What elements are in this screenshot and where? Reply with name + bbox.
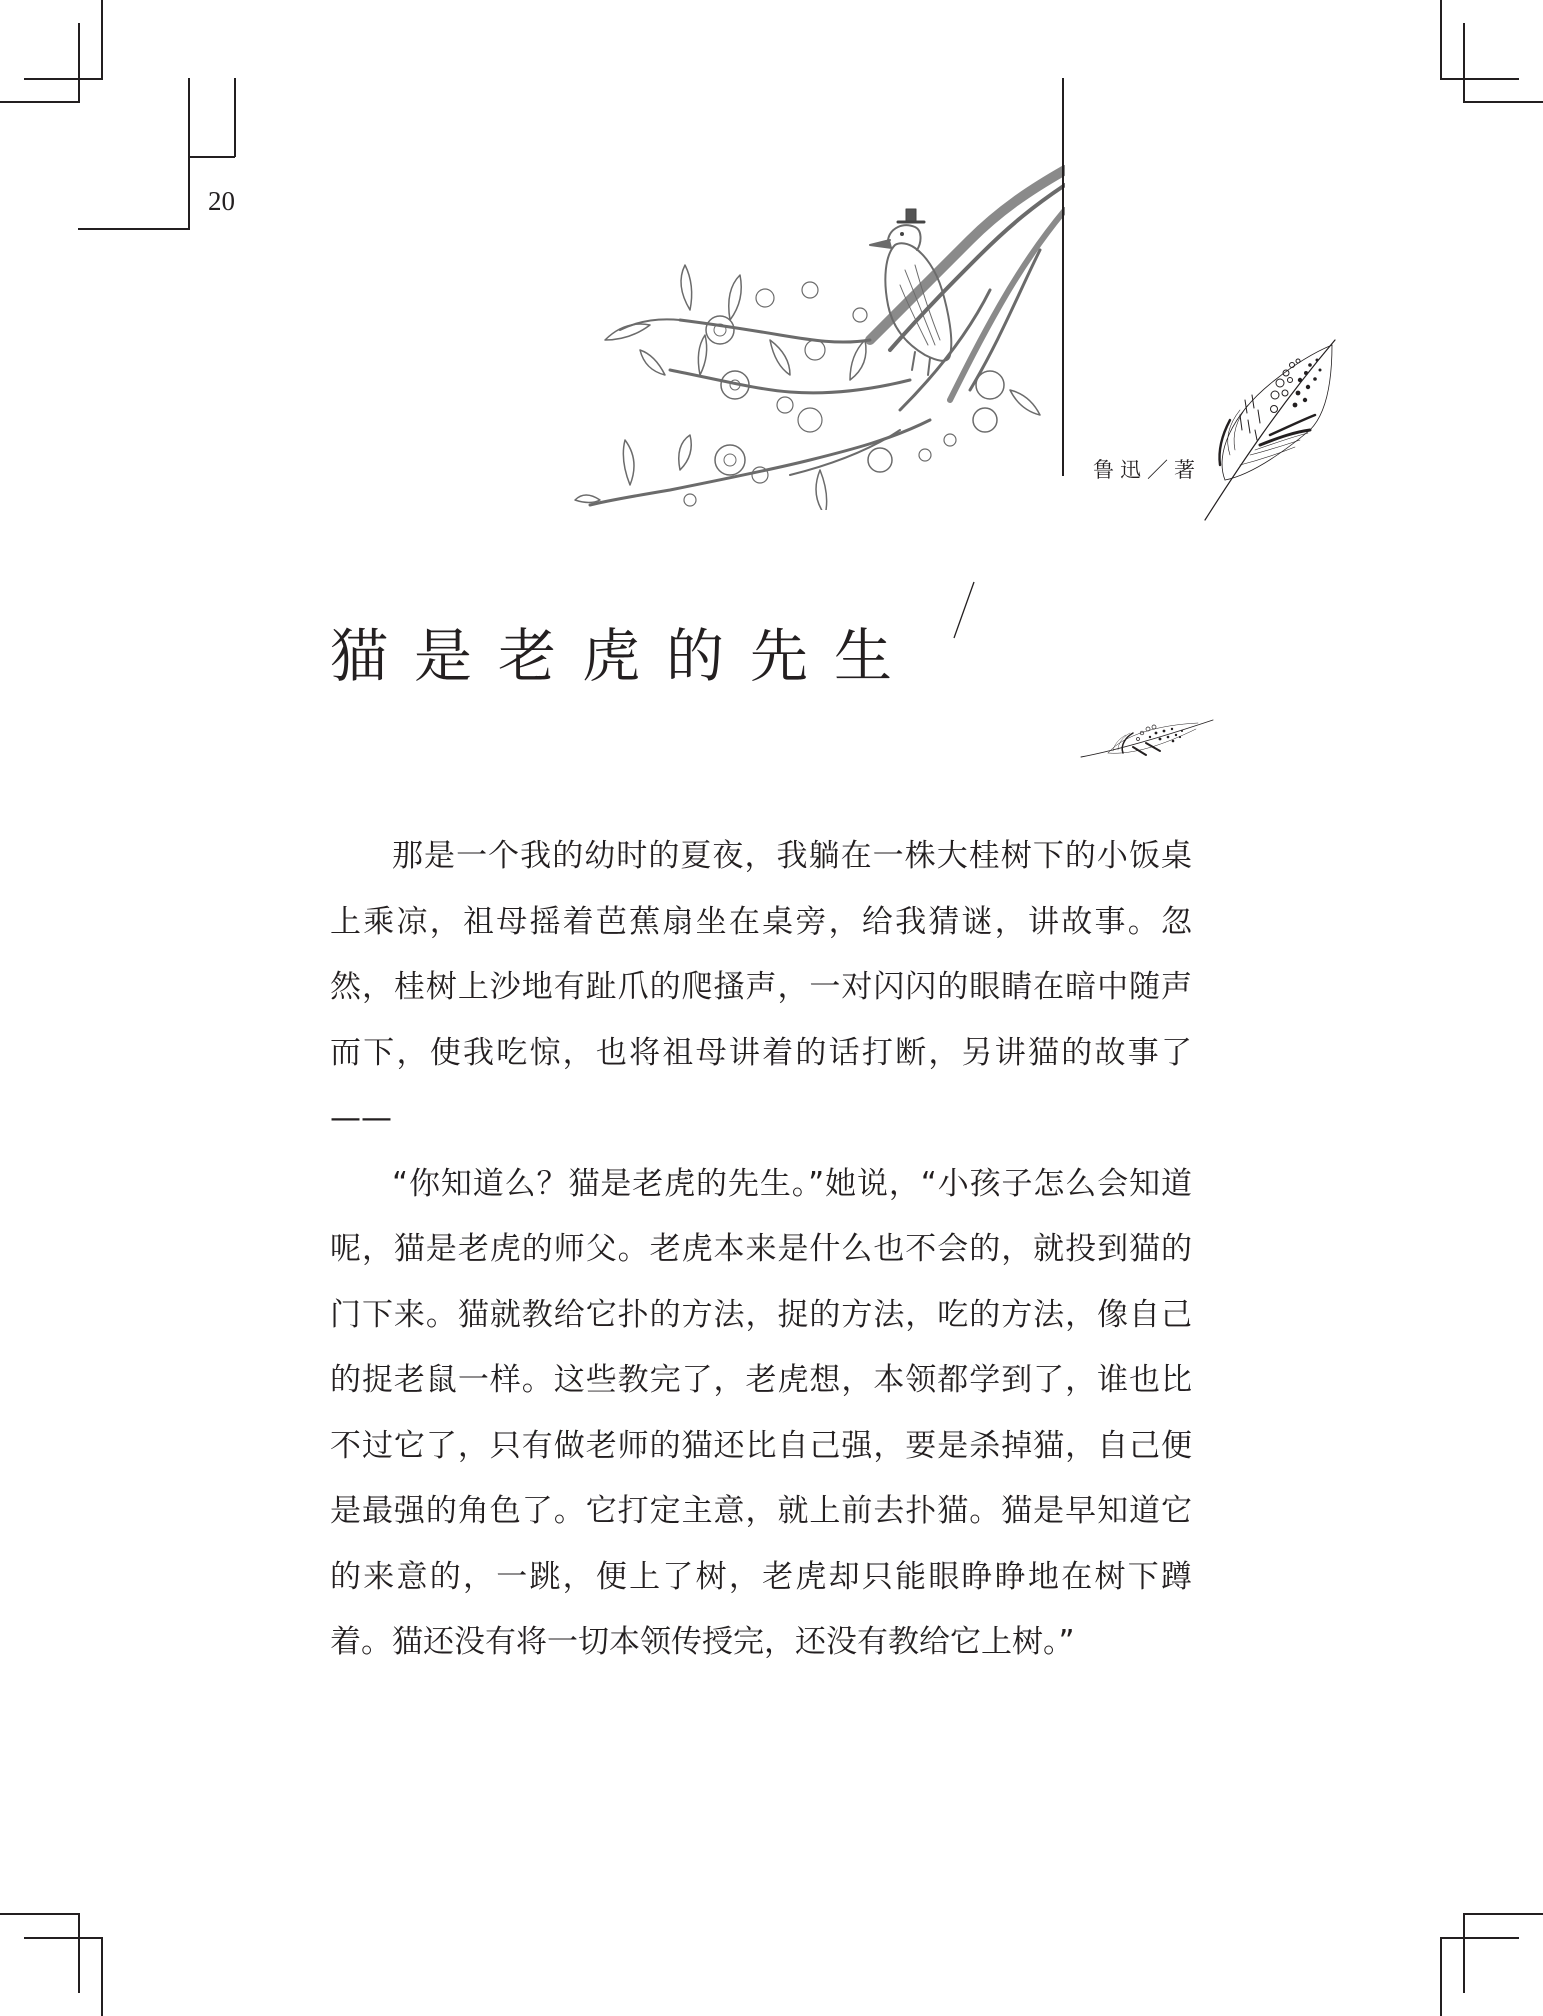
vertical-rule bbox=[1062, 78, 1064, 476]
page-title: 猫是老虎的先生 bbox=[330, 621, 919, 690]
bird-on-branch-illustration bbox=[570, 130, 1065, 510]
paragraph: 那是一个我的幼时的夏夜，我躺在一株大桂树下的小饭桌上乘凉，祖母摇着芭蕉扇坐在桌旁，给我猜谜，讲故事。忽然，桂树上沙地有趾爪的爬搔声，一对闪闪的眼睛在暗中随声而下，使我吃惊，也将祖母讲着的话打断，另讲猫的故事了—— bbox=[330, 838, 1192, 1136]
feather-icon bbox=[1078, 715, 1216, 765]
title-slash-icon bbox=[950, 580, 980, 640]
page-number: 20 bbox=[208, 186, 235, 216]
paragraph: “你知道么？猫是老虎的先生。”她说，“小孩子怎么会知道呢，猫是老虎的师父。老虎本来是什么也不会的，就投到猫的门下来。猫就教给它扑的方法，捉的方法，吃的方法，像自己的捉老鼠一样。这些教完了，老虎想，本领都学到了，谁也比不过它了，只有做老师的猫还比自己强，要是杀掉猫，自己便是最强的角色了。它打定主意，就上前去扑猫。猫是早知道它的来意的，一跳，便上了树，老虎却只能眼睁睁地在树下蹲着。猫还没有将一切本领传授完，还没有教给它上树。” bbox=[330, 1165, 1192, 1660]
body-text bbox=[330, 824, 1192, 1676]
feather-icon bbox=[1200, 335, 1340, 525]
author-credit: 鲁迅／著 bbox=[1093, 458, 1201, 482]
